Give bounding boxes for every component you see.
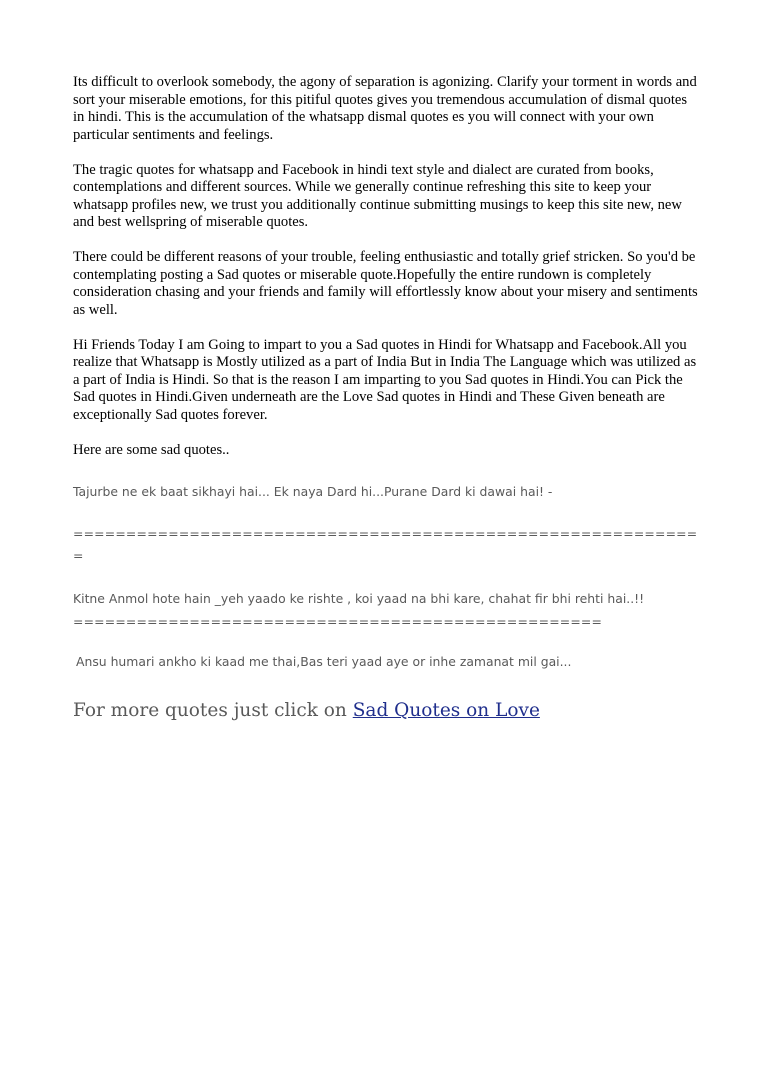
sad-quotes-on-love-link[interactable]: Sad Quotes on Love	[352, 700, 540, 721]
more-quotes-line	[73, 700, 540, 721]
paragraph-reasons: There could be different reasons of your trouble, feeling enthusiastic and totally grief stricken. So you'd be contemplating posting a Sad quotes or miserable quote.Hopefully the entire rundown is completely consideration chasing and your friends and family will effortlessly know about your misery and sentiments as well.	[73, 249, 698, 318]
quote-kitne-anmol: Kitne Anmol hote hain _yeh yaado ke rishte , koi yaad na bhi kare, chahat fir bhi rehti hai..!!	[73, 591, 645, 606]
quote-tajurbe: Tajurbe ne ek baat sikhayi hai... Ek naya Dard hi...Purane Dard ki dawai hai! -	[73, 484, 553, 499]
paragraph-friends: Hi Friends Today I am Going to impart to you a Sad quotes in Hindi for Whatsapp and Facebook.All you realize that Whatsapp is Mostly utilized as a part of India But in India The Language which was utilized as a part of India is Hindi. So that is the reason I am imparting to you Sad quotes in Hindi.You can Pick the Sad quotes in Hindi.Given underneath are the Love Sad quotes in Hindi and These Given beneath are exceptionally Sad quotes forever.	[73, 336, 697, 423]
separator-line: ============================================================	[73, 526, 698, 563]
paragraph-intro: Its difficult to overlook somebody, the agony of separation is agonizing. Clarify your torment in words and sort your miserable emotions, for this pitiful quotes gives you tremendous accumulation of dismal quotes in hindi. This is the accumulation of the whatsapp dismal quotes es you will connect with your own particular sentiments and feelings.	[73, 74, 697, 143]
quote-ansu: Ansu humari ankho ki kaad me thai,Bas teri yaad aye or inhe zamanat mil gai...	[76, 654, 572, 669]
document-page	[73, 74, 698, 721]
more-quotes-text: For more quotes just click on	[73, 700, 353, 721]
paragraph-here-are: Here are some sad quotes..	[73, 441, 230, 458]
separator-line: ==================================================	[73, 614, 603, 629]
paragraph-tragic-quotes: The tragic quotes for whatsapp and Facebook in hindi text style and dialect are curated from books, contemplations and different sources. While we generally continue refreshing this site to keep your whatsapp profiles new, we trust you additionally continue submitting musings to keep this site new, new and best wellspring of miserable quotes.	[73, 161, 682, 230]
